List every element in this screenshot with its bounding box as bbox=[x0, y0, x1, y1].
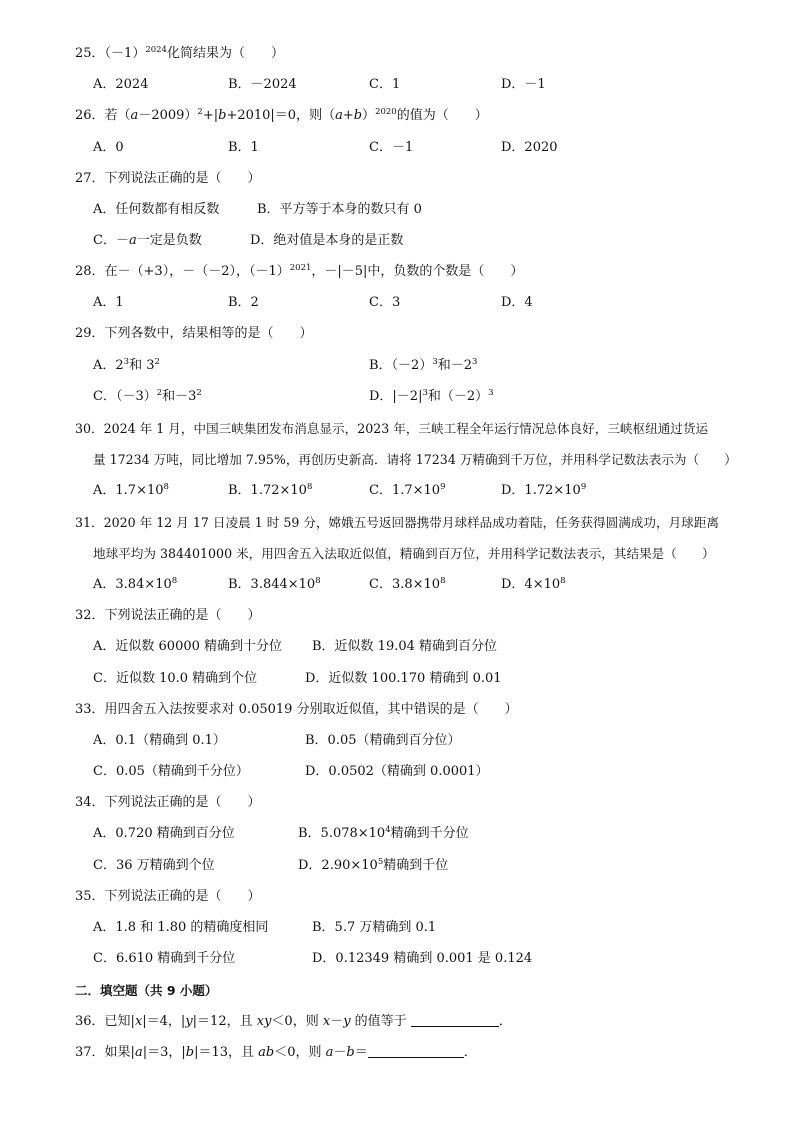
question-35-stem: 35．下列说法正确的是（ ） bbox=[75, 889, 261, 904]
q25-text: 25．（－1） bbox=[75, 46, 146, 61]
q31-c-text: C．3.8×10 bbox=[369, 577, 441, 592]
q30-option-a bbox=[93, 482, 169, 500]
q31-c-exp: 8 bbox=[440, 576, 446, 586]
q28-option-d: D．4 bbox=[501, 295, 533, 310]
question-25-stem bbox=[75, 45, 284, 63]
q36-text: ＜0，则 bbox=[271, 1014, 323, 1029]
question-32-stem: 32．下列说法正确的是（ ） bbox=[75, 608, 261, 623]
q30-c-text: C．1.7×10 bbox=[369, 483, 441, 498]
question-31-line-2: 地球平均为 384401000 米，用四舍五入法取近似值，精确到百万位，并用科学记数法表示，其结果是（ ） bbox=[93, 546, 715, 561]
q29-d-text: D．|－2| bbox=[369, 389, 423, 404]
q26-text: 26．若（ bbox=[75, 108, 131, 123]
q25-option-c: C．1 bbox=[369, 77, 401, 92]
q27-c-text: 一定是负数 bbox=[136, 233, 202, 248]
q37-text: |＝3，| bbox=[142, 1045, 186, 1060]
q35-option-b: B．5.7 万精确到 0.1 bbox=[312, 920, 437, 935]
q30-a-exp: 8 bbox=[163, 482, 169, 492]
q36-answer-blank[interactable] bbox=[411, 1014, 499, 1027]
q28-text: 28．在－（+3），－（－2），（－1） bbox=[75, 264, 290, 279]
question-30-line-2: 量 17234 万吨，同比增加 7.95%，再创历史新高．请将 17234 万精确到千万位，并用科学记数法表示为（ ） bbox=[93, 452, 737, 467]
question-26-stem bbox=[75, 107, 488, 125]
q31-option-d bbox=[501, 576, 566, 594]
q26-text: +| bbox=[202, 108, 219, 123]
q37-text: ＜0，则 bbox=[274, 1045, 326, 1060]
q36-text: 36．已知| bbox=[75, 1014, 135, 1029]
q34-d-exp: 5 bbox=[377, 857, 384, 867]
q34-option-b bbox=[298, 825, 469, 843]
q29-d-exp: 3 bbox=[488, 388, 494, 398]
q26-var-ab: a+b bbox=[335, 108, 363, 123]
q33-option-c: C．0.05（精确到千分位） bbox=[93, 764, 249, 779]
q30-d-text: D．1.72×10 bbox=[501, 483, 581, 498]
q29-a-exp: 3 bbox=[123, 357, 130, 367]
q35-option-d: D．0.12349 精确到 0.001 是 0.124 bbox=[312, 951, 533, 966]
q30-b-text: B．1.72×10 bbox=[228, 483, 307, 498]
q31-option-c bbox=[369, 576, 445, 594]
q31-a-exp: 8 bbox=[171, 576, 178, 586]
q34-b-text: 精确到千分位 bbox=[390, 826, 469, 841]
q28-option-a: A．1 bbox=[93, 295, 124, 310]
q28-option-b: B．2 bbox=[228, 295, 259, 310]
question-33-stem: 33．用四舍五入法按要求对 0.05019 分别取近似值，其中错误的是（ ） bbox=[75, 702, 518, 717]
q34-b-text: B．5.078×10 bbox=[298, 826, 386, 841]
q33-option-d: D．0.0502（精确到 0.0001） bbox=[305, 764, 489, 779]
q37-var-ab: ab bbox=[258, 1045, 275, 1060]
q32-option-c: C．近似数 10.0 精确到个位 bbox=[93, 671, 258, 686]
q31-option-a bbox=[93, 576, 177, 594]
q27-option-b: B．平方等于本身的数只有 0 bbox=[257, 202, 422, 217]
q29-d-exp: 3 bbox=[422, 388, 428, 398]
q28-exponent: 2021 bbox=[289, 263, 312, 273]
q27-c-var: a bbox=[128, 233, 137, 248]
q34-d-text: D．2.90×10 bbox=[298, 858, 378, 873]
q34-option-a: A．0.720 精确到百分位 bbox=[93, 826, 235, 841]
q36-var-y: y bbox=[185, 1014, 193, 1029]
q31-b-text: B．3.844×10 bbox=[228, 577, 316, 592]
q37-var-b: b bbox=[185, 1045, 195, 1060]
q29-a-text: A．2 bbox=[93, 358, 124, 373]
q37-answer-blank[interactable] bbox=[368, 1045, 464, 1058]
q26-var-a: a bbox=[130, 108, 139, 123]
q28-option-c: C．3 bbox=[369, 295, 401, 310]
q27-option-d: D．绝对值是本身的是正数 bbox=[250, 233, 404, 248]
question-31-line-1: 31．2020 年 12 月 17 日凌晨 1 时 59 分，嫦娥五号返回器携带月球样品成功着陆，任务获得圆满成功，月球距离 bbox=[75, 515, 719, 530]
q37-var-a: a bbox=[325, 1045, 334, 1060]
question-34-stem: 34．下列说法正确的是（ ） bbox=[75, 795, 261, 810]
q29-option-a bbox=[93, 357, 160, 375]
q27-option-a: A．任何数都有相反数 bbox=[93, 202, 220, 217]
q29-b-text: 和－2 bbox=[437, 358, 473, 373]
question-27-stem: 27．下列说法正确的是（ ） bbox=[75, 171, 261, 186]
q31-d-exp: 8 bbox=[560, 576, 566, 586]
q29-c-text: 和－3 bbox=[162, 389, 197, 404]
q37-text-end: ． bbox=[463, 1045, 477, 1060]
q36-text: － bbox=[330, 1014, 344, 1029]
q34-option-c: C．36 万精确到个位 bbox=[93, 858, 215, 873]
q30-a-text: A．1.7×10 bbox=[93, 483, 164, 498]
q29-c-text: C．（－3） bbox=[93, 389, 157, 404]
q29-option-b bbox=[369, 357, 477, 375]
q29-a-exp: 2 bbox=[154, 357, 160, 367]
q26-text: +2010|＝0，则（ bbox=[226, 108, 336, 123]
q25-option-a: A．2024 bbox=[93, 77, 149, 92]
q32-option-a: A．近似数 60000 精确到十分位 bbox=[93, 639, 283, 654]
q26-option-d: D．2020 bbox=[501, 140, 558, 155]
q25-option-b: B．－2024 bbox=[228, 77, 297, 92]
q29-a-text: 和 3 bbox=[129, 358, 155, 373]
q27-c-text: C．－ bbox=[93, 233, 129, 248]
q34-d-text: 精确到千位 bbox=[383, 858, 449, 873]
q29-c-exp: 2 bbox=[156, 388, 163, 398]
q29-option-c bbox=[93, 388, 202, 406]
q36-var-xy: xy bbox=[256, 1014, 272, 1029]
q30-option-c bbox=[369, 482, 445, 500]
q29-c-exp: 2 bbox=[196, 388, 202, 398]
q25-option-d: D．－1 bbox=[501, 77, 546, 92]
q36-text-end: ． bbox=[498, 1014, 512, 1029]
q30-option-b bbox=[228, 482, 312, 500]
q36-text: |＝12，且 bbox=[192, 1014, 257, 1029]
q35-option-a: A．1.8 和 1.80 的精确度相同 bbox=[93, 920, 269, 935]
q31-option-b bbox=[228, 576, 321, 594]
q29-option-d bbox=[369, 388, 494, 406]
q26-text: 的值为（ ） bbox=[396, 108, 488, 123]
q29-d-text: 和（－2） bbox=[427, 389, 489, 404]
q37-var-b: b bbox=[346, 1045, 355, 1060]
q26-exponent: 2020 bbox=[375, 107, 397, 117]
q33-option-b: B．0.05（精确到百分位） bbox=[305, 733, 461, 748]
q32-option-b: B．近似数 19.04 精确到百分位 bbox=[312, 639, 498, 654]
q36-var-y: y bbox=[343, 1014, 351, 1029]
question-36-stem bbox=[75, 1013, 512, 1031]
q37-text: |＝13，且 bbox=[194, 1045, 259, 1060]
q26-var-b: b bbox=[218, 108, 227, 123]
q35-option-c: C．6.610 精确到千分位 bbox=[93, 951, 236, 966]
q37-var-a: a bbox=[134, 1045, 143, 1060]
q26-option-c: C．－1 bbox=[369, 140, 414, 155]
q25-exponent: 2024 bbox=[145, 45, 167, 55]
q36-var-x: x bbox=[322, 1014, 331, 1029]
q29-b-exp: 3 bbox=[432, 357, 438, 367]
q34-b-exp: 4 bbox=[385, 825, 391, 835]
q30-b-exp: 8 bbox=[306, 482, 313, 492]
q26-text: ） bbox=[362, 108, 376, 123]
section-heading-fill-in: 二．填空题（共 9 小题） bbox=[75, 983, 218, 998]
q26-exponent: 2 bbox=[197, 107, 203, 117]
q30-option-d bbox=[501, 482, 586, 500]
question-29-stem: 29．下列各数中，结果相等的是（ ） bbox=[75, 326, 313, 341]
q34-option-d bbox=[298, 857, 448, 875]
q26-option-a: A．0 bbox=[93, 140, 124, 155]
q33-option-a: A．0.1（精确到 0.1） bbox=[93, 733, 226, 748]
question-30-line-1: 30．2024 年 1 月，中国三峡集团发布消息显示，2023 年，三峡工程全年运行情况总体良好，三峡枢纽通过货运 bbox=[75, 421, 709, 436]
q37-text: － bbox=[333, 1045, 347, 1060]
q30-d-exp: 9 bbox=[580, 482, 587, 492]
q31-b-exp: 8 bbox=[315, 576, 321, 586]
q27-option-c bbox=[93, 232, 202, 250]
q36-text: 的值等于 bbox=[350, 1014, 411, 1029]
q37-text: ＝ bbox=[354, 1045, 368, 1060]
q31-d-text: D．4×10 bbox=[501, 577, 561, 592]
q30-c-exp: 9 bbox=[440, 482, 446, 492]
q36-var-x: x bbox=[134, 1014, 143, 1029]
q28-text: ，－|－5|中，负数的个数是（ ） bbox=[311, 264, 524, 279]
q31-a-text: A．3.84×10 bbox=[93, 577, 172, 592]
q36-text: |＝4，| bbox=[142, 1014, 186, 1029]
q26-option-b: B．1 bbox=[228, 140, 259, 155]
q32-option-d: D．近似数 100.170 精确到 0.01 bbox=[305, 671, 502, 686]
question-37-stem bbox=[75, 1044, 477, 1062]
q37-text: 37．如果| bbox=[75, 1045, 135, 1060]
q25-text-end: 化简结果为（ ） bbox=[166, 46, 284, 61]
question-28-stem bbox=[75, 263, 523, 281]
q29-b-exp: 3 bbox=[472, 357, 478, 367]
q26-text: －2009） bbox=[138, 108, 198, 123]
q29-b-text: B．（－2） bbox=[369, 358, 433, 373]
